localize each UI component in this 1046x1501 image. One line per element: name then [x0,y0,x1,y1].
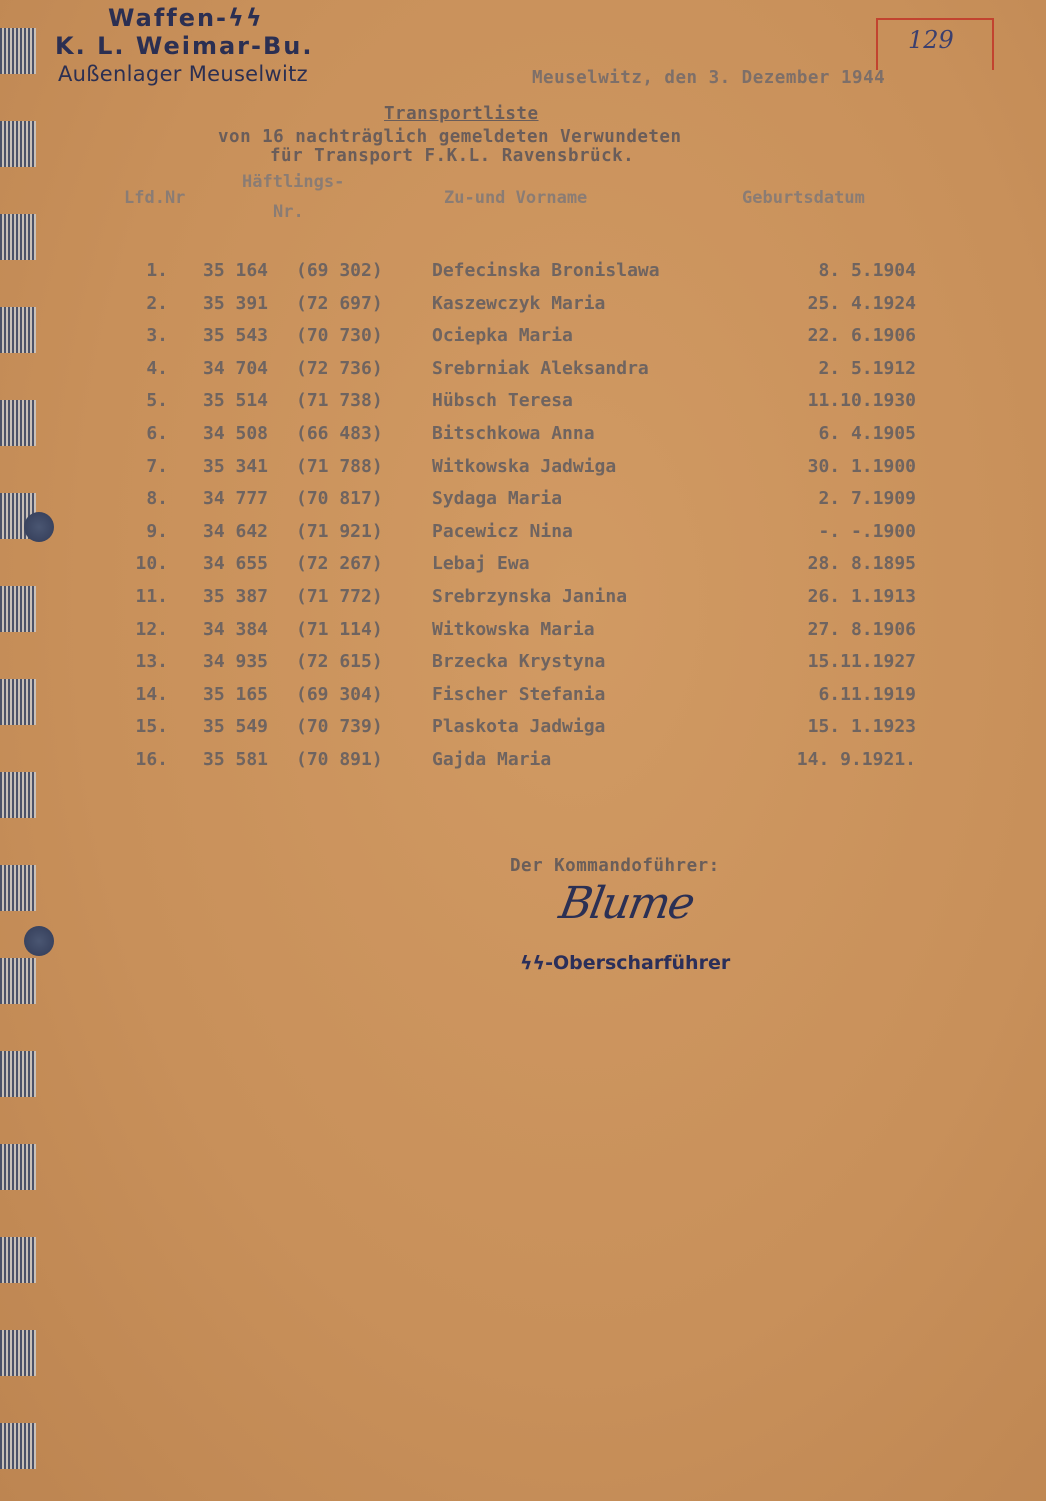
row-index: 6. [146,423,168,444]
prisoner-name: Kaszewczyk Maria [432,292,606,314]
row-index: 12. [135,618,168,640]
row-index: 13. [135,651,168,673]
birth-date: 30. 1.1900 [807,455,916,477]
birth-date: 28. 8.1895 [807,553,916,575]
table-row [0,586,1046,614]
rank-stamp: ϟϟ-Oberscharführer [520,952,731,974]
stamp-line-3: Außenlager Meuselwitz [58,62,309,86]
row-index: 15. [135,716,168,738]
table-row [0,553,1046,581]
previous-number: (69 304) [296,683,383,705]
binder-tab [0,1423,36,1469]
birth-date: 22. 6.1906 [807,325,916,347]
prisoner-number: 34 704 [203,357,269,379]
prisoner-number: 34 777 [203,488,269,510]
prisoner-name: Lebaj Ewa [432,553,530,575]
row-index: 5. [146,390,168,412]
row-index: 11. [135,586,168,607]
row-index: 7. [146,455,168,477]
prisoner-name: Gajda Maria [432,749,552,770]
table-row [0,488,1046,516]
previous-number: (69 302) [296,260,383,281]
prisoner-number: 35 549 [203,716,269,738]
binder-tab [0,1051,36,1097]
row-index: 14. [135,683,168,705]
table-row [0,358,1046,386]
prisoner-number: 34 935 [203,651,269,673]
birth-date: 26. 1.1913 [807,586,916,607]
stamp-line-2: K. L. Weimar-Bu. [55,32,314,60]
binder-tab [0,214,36,260]
prisoner-name: Brzecka Krystyna [432,651,606,673]
prisoner-name: Sydaga Maria [432,488,563,510]
handwritten-signature: Blume [555,878,698,929]
prisoner-number: 35 514 [203,390,269,412]
binder-tab [0,772,36,818]
binder-tab [0,865,36,911]
punch-hole [24,926,54,956]
column-header-name: Zu-und Vorname [444,188,588,208]
binder-tab [0,1237,36,1283]
table-row [0,716,1046,744]
previous-number: (72 615) [296,651,383,673]
birth-date: 25. 4.1924 [807,292,916,314]
subtitle-line-1: von 16 nachträglich gemeldeten Verwundeten [218,127,682,147]
previous-number: (72 736) [296,357,383,379]
birth-date: 2. 7.1909 [818,488,916,510]
document-title: Transportliste [384,104,539,124]
prisoner-number: 35 387 [203,586,269,607]
table-row [0,293,1046,321]
prisoner-number: 35 164 [203,260,269,281]
birth-date: 6.11.1919 [818,683,916,705]
prisoner-name: Bitschkowa Anna [432,423,595,444]
row-index: 2. [146,292,168,314]
row-index: 9. [146,520,168,542]
prisoner-name: Defecinska Bronislawa [432,260,660,281]
birth-date: 2. 5.1912 [818,357,916,379]
prisoner-name: Fischer Stefania [432,683,606,705]
birth-date: 8. 5.1904 [818,260,916,281]
prisoner-name: Witkowska Maria [432,618,595,640]
prisoner-number: 34 508 [203,423,269,444]
prisoner-number: 35 391 [203,292,269,314]
birth-date: -. -.1900 [818,520,916,542]
birth-date: 14. 9.1921. [796,749,916,770]
binder-tab [0,1330,36,1376]
prisoner-number: 35 543 [203,325,269,347]
row-index: 16. [135,749,168,770]
previous-number: (71 788) [296,455,383,477]
table-row [0,390,1046,418]
stamp-line-1: Waffen-ϟϟ [108,4,264,32]
table-row [0,260,1046,288]
prisoner-name: Plaskota Jadwiga [432,716,606,738]
table-row [0,521,1046,549]
binder-tab [0,958,36,1004]
prisoner-number: 35 165 [203,683,269,705]
previous-number: (71 114) [296,618,383,640]
previous-number: (70 730) [296,325,383,347]
table-row [0,651,1046,679]
previous-number: (71 738) [296,390,383,412]
previous-number: (70 891) [296,749,383,770]
column-header-prisoner-no-1: Häftlings- [242,172,345,192]
previous-number: (72 697) [296,292,383,314]
prisoner-number: 35 341 [203,455,269,477]
prisoner-name: Witkowska Jadwiga [432,455,617,477]
prisoner-name: Pacewicz Nina [432,520,573,542]
birth-date: 27. 8.1906 [807,618,916,640]
place-date: Meuselwitz, den 3. Dezember 1944 [532,68,886,88]
punch-hole [24,512,54,542]
table-row [0,423,1046,451]
row-index: 1. [146,260,168,281]
row-index: 8. [146,488,168,510]
table-row [0,619,1046,647]
subtitle-line-2: für Transport F.K.L. Ravensbrück. [270,146,635,166]
prisoner-name: Srebrzynska Janina [432,586,628,607]
previous-number: (71 921) [296,520,383,542]
previous-number: (72 267) [296,553,383,575]
previous-number: (70 817) [296,488,383,510]
binder-tab [0,1144,36,1190]
binder-tab [0,28,36,74]
row-index: 3. [146,325,168,347]
previous-number: (70 739) [296,716,383,738]
prisoner-name: Srebrniak Aleksandra [432,357,649,379]
column-header-birth-date: Geburtsdatum [742,188,865,208]
prisoner-number: 34 384 [203,618,269,640]
prisoner-name: Hübsch Teresa [432,390,573,412]
table-row [0,325,1046,353]
column-header-prisoner-no-2: Nr. [273,202,304,222]
prisoner-number: 35 581 [203,749,269,770]
birth-date: 15. 1.1923 [807,716,916,738]
column-header-index: Lfd.Nr [124,188,186,208]
table-row [0,749,1046,777]
table-row [0,456,1046,484]
previous-number: (71 772) [296,586,383,607]
binder-tab [0,121,36,167]
prisoner-number: 34 655 [203,553,269,575]
signature-label: Der Kommandoführer: [510,856,720,876]
table-row [0,684,1046,712]
row-index: 10. [135,553,168,575]
birth-date: 6. 4.1905 [818,423,916,444]
page-number: 129 [908,26,954,54]
prisoner-name: Ociepka Maria [432,325,573,347]
prisoner-number: 34 642 [203,520,269,542]
birth-date: 15.11.1927 [807,651,916,673]
previous-number: (66 483) [296,423,383,444]
row-index: 4. [146,357,168,379]
birth-date: 11.10.1930 [807,390,916,412]
